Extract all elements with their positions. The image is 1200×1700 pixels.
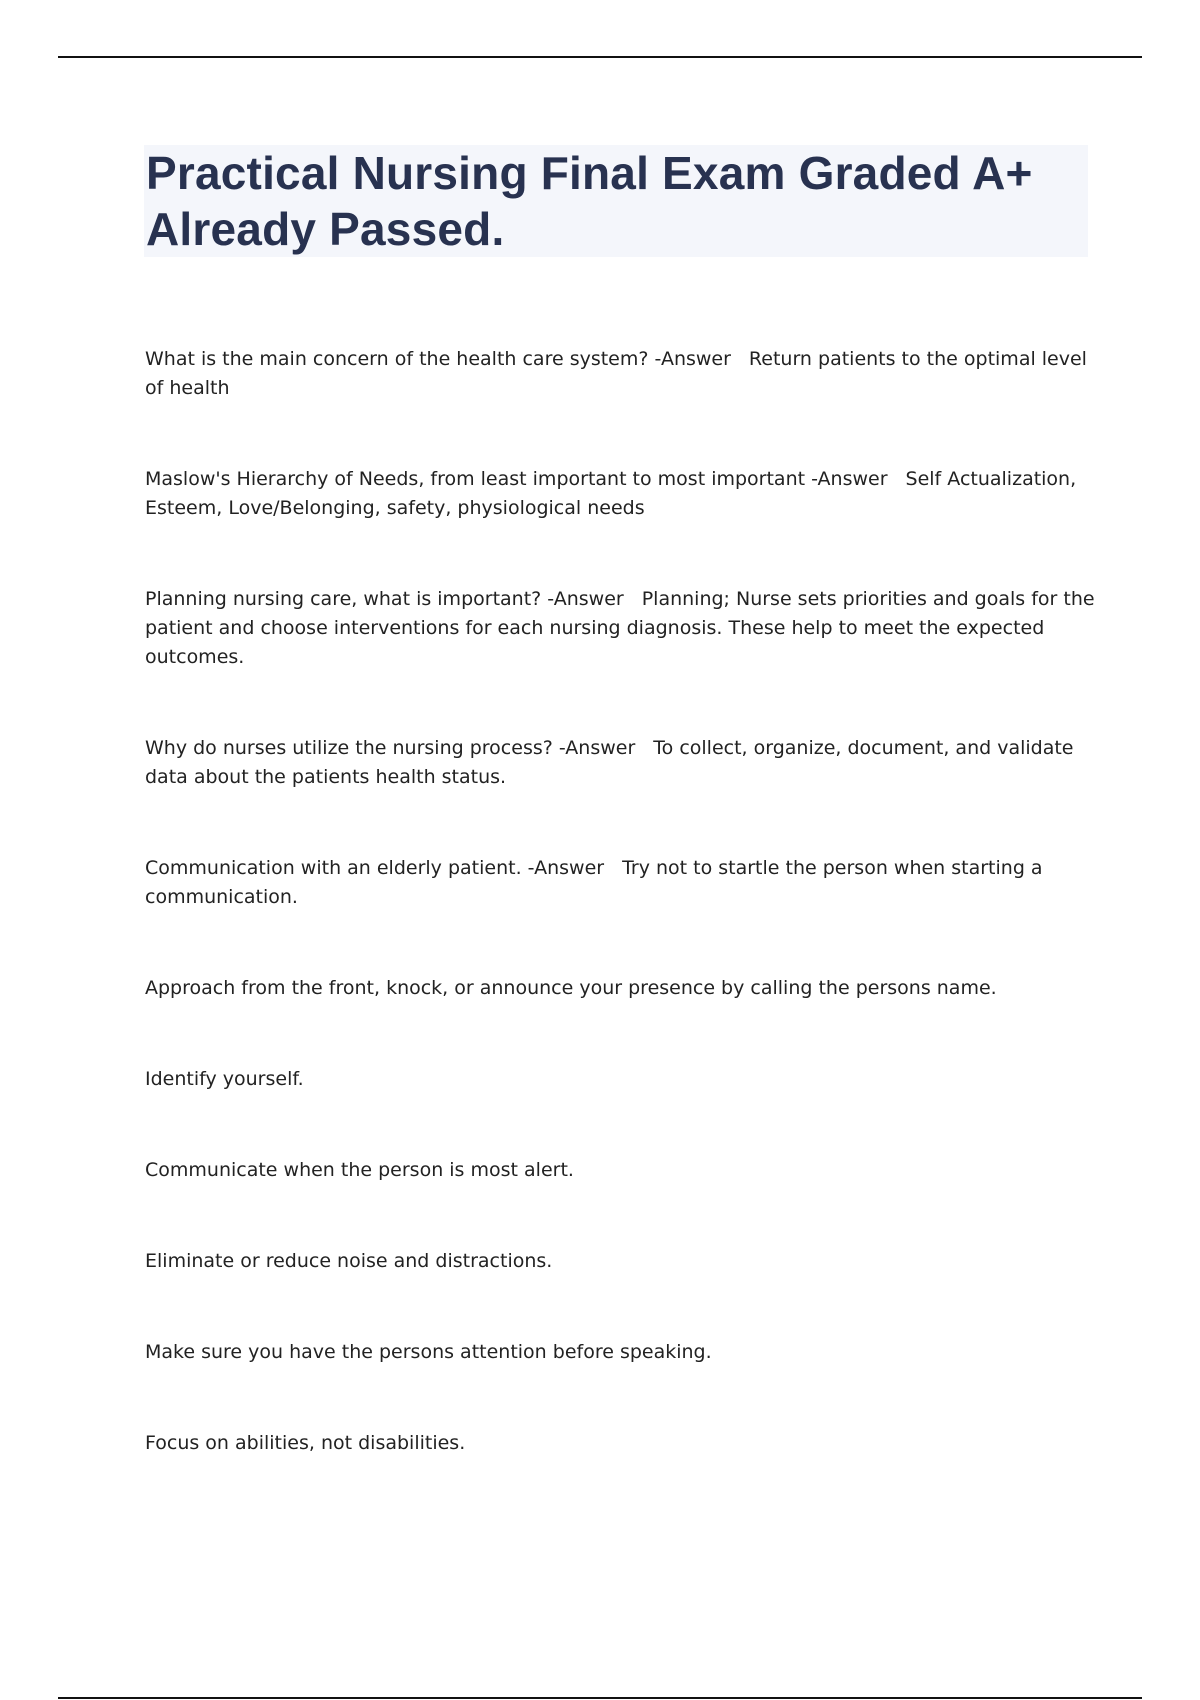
qa-entry bbox=[145, 854, 1095, 912]
qa-entry bbox=[145, 734, 1095, 792]
question-text: Communication with an elderly patient. -Answer bbox=[145, 857, 605, 879]
top-divider bbox=[58, 56, 1142, 58]
qa-entry bbox=[145, 585, 1095, 672]
note-line: Focus on abilities, not disabilities. bbox=[145, 1432, 466, 1454]
note-line: Approach from the front, knock, or announce your presence by calling the persons name. bbox=[145, 977, 997, 999]
note-line: Make sure you have the persons attention before speaking. bbox=[145, 1341, 712, 1363]
answer-text: Return patients to the optimal level of health bbox=[145, 348, 1087, 399]
note-line: Identify yourself. bbox=[145, 1068, 304, 1090]
question-text: What is the main concern of the health care system? -Answer bbox=[145, 348, 731, 370]
answer-text: To collect, organize, document, and validate data about the patients health status. bbox=[145, 737, 1074, 788]
note-line: Communicate when the person is most alert. bbox=[145, 1159, 574, 1181]
note-line: Eliminate or reduce noise and distractions. bbox=[145, 1250, 553, 1272]
document-body bbox=[145, 345, 1095, 1458]
question-text: Maslow's Hierarchy of Needs, from least important to most important -Answer bbox=[145, 468, 888, 490]
answer-text: Self Actualization, Esteem, Love/Belonging, safety, physiological needs bbox=[145, 468, 1077, 519]
question-text: Planning nursing care, what is important? -Answer bbox=[145, 588, 624, 610]
document-title: Practical Nursing Final Exam Graded A+ Already Passed. bbox=[146, 147, 1033, 255]
answer-text: Try not to startle the person when starting a communication. bbox=[145, 857, 1043, 908]
qa-entry bbox=[145, 345, 1095, 403]
qa-entry bbox=[145, 465, 1095, 523]
bottom-divider bbox=[58, 1697, 1142, 1699]
answer-text: Planning; Nurse sets priorities and goals for the patient and choose interventions for each nursing diagnosis. These help to meet the expected outcomes. bbox=[145, 588, 1095, 668]
question-text: Why do nurses utilize the nursing process? -Answer bbox=[145, 737, 636, 759]
